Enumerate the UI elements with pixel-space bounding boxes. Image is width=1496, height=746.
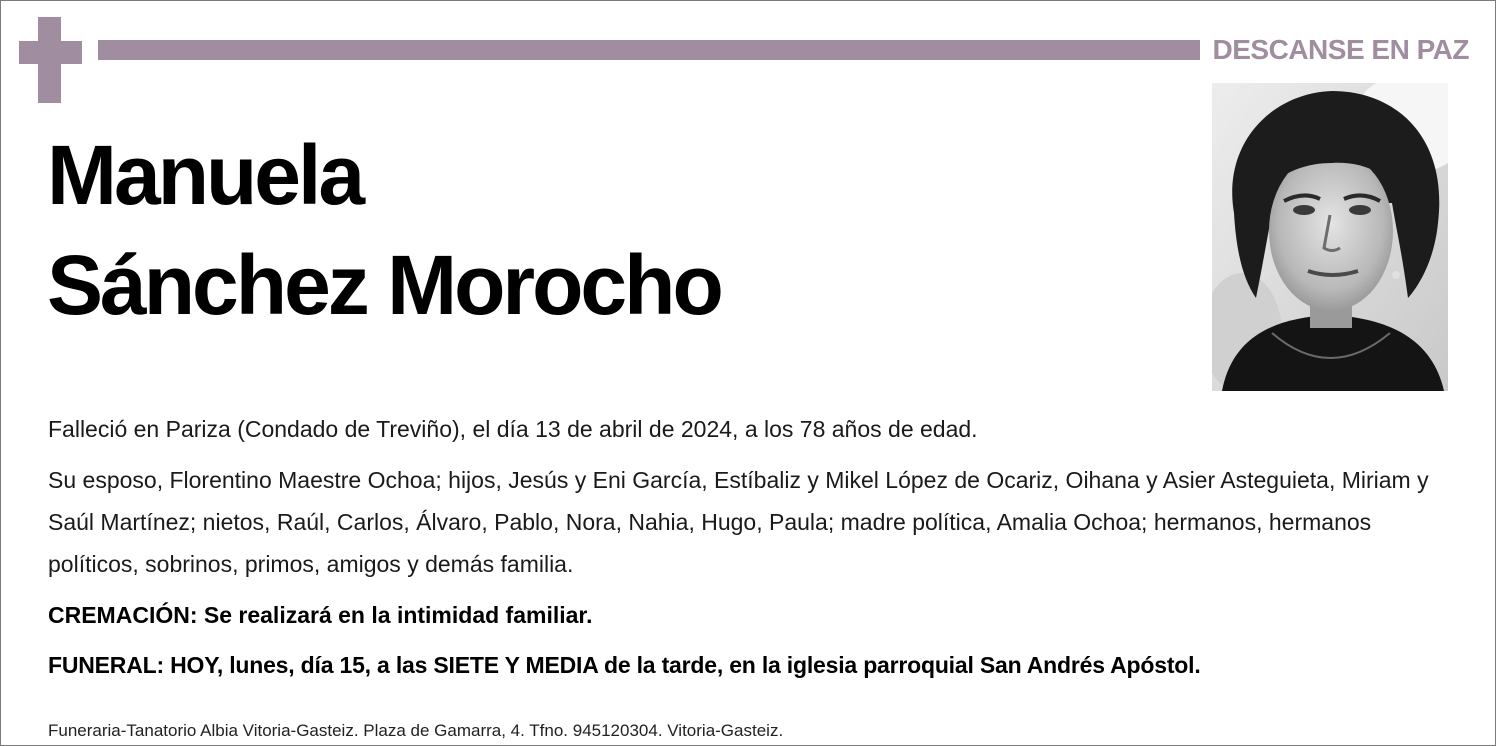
family-list: Su esposo, Florentino Maestre Ochoa; hijos, Jesús y Eni García, Estíbaliz y Mikel López de Ocariz, Oihana y Asier Asteguieta, Miriam y Saúl Martínez; nietos, Raúl, Carlos, Álvaro, Pablo, Nora, Nahia, Hugo, Paula; madre política, Amalia Ochoa; hermanos, hermanos políticos, sobrinos, primos, amigos y demás familia. (48, 467, 1429, 577)
cross-icon (19, 17, 82, 103)
funeral-info: FUNERAL: HOY, lunes, día 15, a las SIETE Y MEDIA de la tarde, en la iglesia parroquial San Andrés Apóstol. (48, 652, 1201, 678)
header-badge: DESCANSE EN PAZ (1212, 34, 1469, 65)
funeral-home-footer: Funeraria-Tanatorio Albia Vitoria-Gasteiz. Plaza de Gamarra, 4. Tfno. 945120304. Vitoria-Gasteiz. (48, 721, 784, 740)
cremation-info: CREMACIÓN: Se realizará en la intimidad familiar. (48, 602, 593, 628)
header-rule (98, 40, 1200, 60)
cross-horizontal-bar (19, 41, 82, 64)
notice-body (48, 409, 1468, 685)
deceased-first-name: Manuela (47, 128, 363, 222)
portrait-photo (1212, 83, 1448, 391)
death-announcement: Falleció en Pariza (Condado de Treviño), el día 13 de abril de 2024, a los 78 años de edad. (48, 416, 978, 442)
deceased-name (47, 120, 721, 340)
portrait-illustration (1212, 83, 1448, 391)
deceased-surnames: Sánchez Morocho (47, 238, 721, 332)
